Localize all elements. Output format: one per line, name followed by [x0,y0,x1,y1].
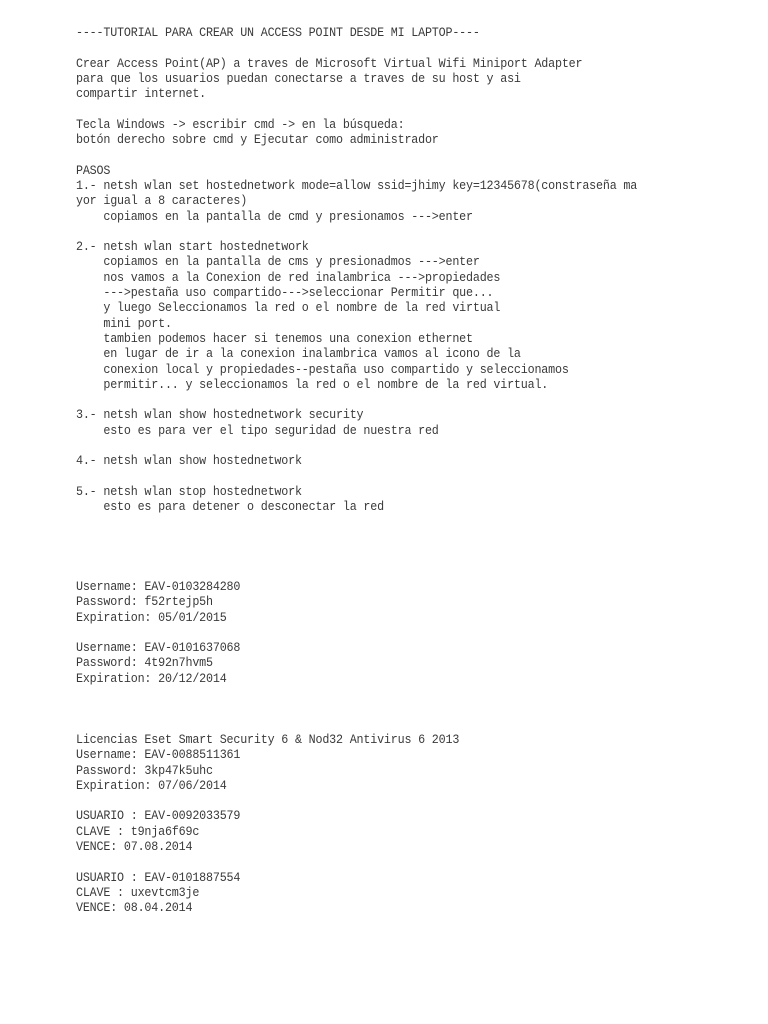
steps-heading: PASOS [76,163,111,178]
step-5: 5.- netsh wlan stop hostednetwork esto es para detener o desconectar la red [76,484,384,515]
license-account-2: Username: EAV-0101637068 Password: 4t92n7hvm5 Expiration: 20/12/2014 [76,641,241,686]
eset-licenses-heading: Licencias Eset Smart Security 6 & Nod32 Antivirus 6 2013 [76,732,460,747]
step-3: 3.- netsh wlan show hostednetwork security esto es para ver el tipo seguridad de nuestra red [76,408,439,438]
tutorial-intro: Crear Access Point(AP) a traves de Microsoft Virtual Wifi Miniport Adapter para que los usuarios puedan conectarse a traves de su host y asi compartir internet. [76,56,583,102]
tutorial-section [76,26,690,516]
license-account-1: Username: EAV-0103284280 Password: f52rtejp5h Expiration: 05/01/2015 [76,580,241,625]
step-4: 4.- netsh wlan show hostednetwork [76,454,302,469]
step-1: 1.- netsh wlan set hostednetwork mode=allow ssid=jhimy key=12345678(constraseña ma yor igual a 8 caracteres) copiamos en la pantalla de cmd y presionamos --->enter [76,178,638,224]
license-account-3: Username: EAV-0088511361 Password: 3kp47k5uhc Expiration: 07/06/2014 [76,748,241,793]
license-account-4: USUARIO : EAV-0092033579 CLAVE : t9nja6f69c VENCE: 07.08.2014 [76,809,241,855]
licenses-section [76,580,690,917]
tutorial-title: ----TUTORIAL PARA CREAR UN ACCESS POINT DESDE MI LAPTOP---- [76,26,480,40]
tutorial-setup-instructions: Tecla Windows -> escribir cmd -> en la búsqueda: botón derecho sobre cmd y Ejecutar como administrador [76,117,439,148]
step-2: 2.- netsh wlan start hostednetwork copiamos en la pantalla de cms y presionadmos --->enter nos vamos a la Conexion de red inalambrica --->propiedades --->pestaña uso compartido--->seleccionar Permitir que... y luego Seleccionamos la red o el nombre de la red virtual mini port. tambien podemos hacer si tenemos una conexion ethernet en lugar de ir a la conexion inalambrica vamos al icono de la conexion local y propiedades--pestaña uso compartido y seleccionamos permitir... y seleccionamos la red o el nombre de la red virtual. [76,240,569,392]
license-account-5: USUARIO : EAV-0101887554 CLAVE : uxevtcm3je VENCE: 08.04.2014 [76,870,241,916]
